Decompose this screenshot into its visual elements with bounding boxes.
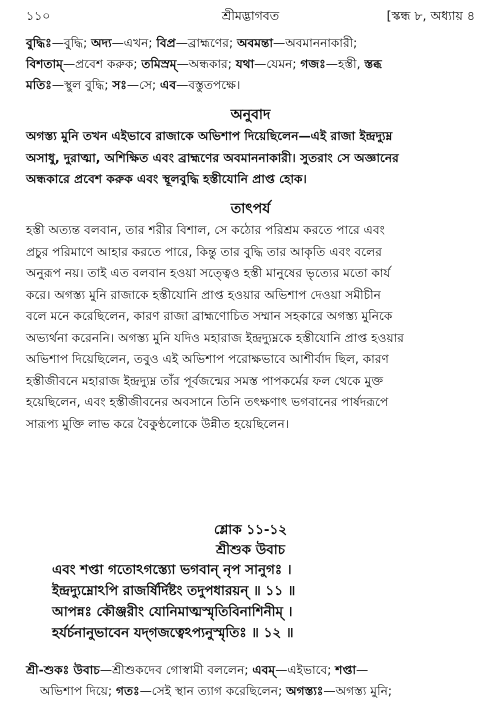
- translation-title: অনুবাদ: [230, 107, 271, 123]
- translation-line: অসাধু, দুরাত্মা, অশিক্ষিত এবং ব্রাহ্মণের অবমাননাকারী। সুতরাং সে অজ্ঞানের: [26, 150, 399, 165]
- purport-line: সারূপ্য মুক্তি লাভ করে বৈকুণ্ঠলোকে উন্নীত হয়েছিলেন।: [26, 416, 290, 431]
- verse-line: ইন্দ্রদ্যুম্নোঽপি রাজর্ষির্দিষ্টং তদুপধারয়ন্ ॥ ১১ ॥: [52, 583, 296, 599]
- synonym-word: সঃ: [112, 78, 127, 92]
- word-meanings-bottom: [26, 660, 475, 702]
- synonym-meaning: —এখন;: [111, 36, 157, 50]
- synonym-word: এব: [160, 78, 177, 92]
- verse-label: শ্লোক ১১-১২: [213, 522, 287, 538]
- book-title: শ্রীমদ্ভাগবত: [221, 8, 280, 23]
- synonym-word: অবমন্তা: [236, 36, 273, 50]
- synonym-word: বিশতাম্: [26, 57, 63, 71]
- synonym-word: মতিঃ: [26, 78, 52, 92]
- synonym-line: [26, 33, 475, 54]
- synonym-line: [26, 660, 475, 681]
- synonym-meaning: —ব্রাহ্মণের;: [175, 36, 237, 50]
- synonym-line: [26, 75, 475, 96]
- synonym-word: যথা: [235, 57, 255, 71]
- translation-section: [26, 104, 475, 191]
- synonym-word: অদ্য: [91, 36, 112, 50]
- purport-line: বলে মনে করেছিলেন, কারণ রাজা ব্রাহ্মণোচিত সম্মান সহকারে অগস্ত্য মুনিকে: [26, 309, 393, 323]
- purport-line: হয়েছিলেন, এবং হস্তীজীবনের অবসানে তিনি তৎক্ষণাৎ ভগবানের পার্ষদরূপে: [26, 395, 389, 409]
- synonym-word: তমিস্রম্: [141, 57, 177, 71]
- synonym-word: বুদ্ধিঃ: [26, 36, 52, 50]
- purport-line: অনুরূপ নয়। তাই এত বলবান হওয়া সত্ত্বেও হস্তী মানুষের ভৃত্যের মতো কার্য: [26, 266, 391, 280]
- synonym-meaning: —বুদ্ধি;: [51, 36, 92, 50]
- synonym-meaning: —যেমন;: [254, 57, 301, 71]
- synonym-line: [26, 681, 475, 702]
- verse-line: এবং শপ্তা গতোঽগস্ত্যো ভগবান্ নৃপ সানুগঃ ।: [52, 562, 292, 578]
- translation-line: অগস্ত্য মুনি তখন এইভাবে রাজাকে অভিশাপ দিয়েছিলেন—এই রাজা ইন্দ্রদ্যুম্ন: [26, 129, 393, 143]
- synonym-word: শ্রী-শুকঃ উবাচ: [26, 663, 100, 677]
- translation-line: অন্ধকারে প্রবেশ করুক এবং স্থূলবুদ্ধি হস্তীযোনি প্রাপ্ত হোক।: [26, 172, 307, 186]
- purport-line: করে। অগস্ত্য মুনি রাজাকে হস্তীযোনি প্রাপ্ত হওয়ার অভিশাপ দেওয়া সমীচীন: [26, 287, 381, 302]
- purport-line: হস্তী অত্যন্ত বলবান, তার শরীর বিশাল, সে কঠোর পরিশ্রম করতে পারে এবং: [26, 223, 385, 237]
- synonym-word: গতঃ: [115, 684, 140, 698]
- synonym-meaning: অভিশাপ দিয়ে;: [40, 684, 116, 698]
- verse-lines: [26, 560, 475, 644]
- purport-line: অভিশাপ দিয়েছিলেন, তবুও এই অভিশাপ পরোক্ষভাবে আশীর্বাদ ছিল, কারণ: [26, 352, 389, 366]
- verse-line: হর্যর্চনানুভাবেন যদ্‌গজত্বেঽপ্যনুস্মৃতিঃ ॥ ১২ ॥: [52, 625, 294, 641]
- synonym-word: স্তব্ধ: [364, 57, 382, 71]
- synonym-word: বিপ্র: [156, 36, 176, 50]
- synonym-meaning: —অগস্ত্য মুনি;: [323, 684, 392, 698]
- verse-section: [26, 520, 475, 644]
- synonym-word: এবম্: [252, 663, 276, 677]
- verse-speaker: শ্রীশুক উবাচ: [215, 542, 286, 558]
- page-header: [26, 8, 475, 28]
- word-meanings-top: [26, 33, 475, 96]
- purport-title: তাৎপর্য: [230, 201, 271, 217]
- synonym-meaning: —অবমাননাকারী;: [273, 36, 358, 50]
- synonym-meaning: —হস্তী,: [325, 57, 365, 71]
- synonym-meaning: —: [356, 663, 369, 677]
- synonym-meaning: —স্থুল বুদ্ধি;: [51, 78, 113, 92]
- purport-line: অভ্যর্থনা করেননি। অগস্ত্য মুনি যদিও মহারাজ ইন্দ্রদ্যুম্নকে হস্তীযোনি প্রাপ্ত হওয়ার: [26, 330, 404, 345]
- synonym-word: শপ্তা: [335, 663, 357, 677]
- synonym-meaning: —প্রবেশ করুক;: [62, 57, 142, 71]
- synonym-meaning: —বস্তুতপক্ষে।: [176, 78, 241, 92]
- purport-line: হস্তীজীবনে মহারাজ ইন্দ্রদ্যুম্ন তাঁর পূর্বজন্মের সমস্ত পাপকর্মের ফল থেকে মুক্ত: [26, 373, 384, 388]
- verse-line: আপন্নঃ কৌঞ্জরীং যোনিমাত্মস্মৃতিবিনাশিনীম্ ।: [52, 604, 293, 620]
- synonym-line: [26, 54, 475, 75]
- synonym-word: অগস্ত্যঃ: [286, 684, 324, 698]
- synonym-meaning: —শ্রীশুকদেব গোস্বামী বললেন;: [99, 663, 253, 677]
- purport-line: প্রচুর পরিমাণে আহার করতে পারে, কিন্তু তার বুদ্ধি তার আকৃতি এবং বলের: [26, 244, 382, 259]
- synonym-word: গজঃ: [300, 57, 326, 71]
- synonym-meaning: —সেই স্থান ত্যাগ করেছিলেন;: [139, 684, 287, 698]
- synonym-meaning: —সে;: [126, 78, 161, 92]
- synonym-meaning: —অন্ধকার;: [176, 57, 236, 71]
- chapter-reference: [স্কন্ধ ৮, অধ্যায় ৪: [386, 8, 475, 23]
- purport-section: [26, 198, 475, 435]
- page-number: ১১০: [26, 8, 51, 23]
- synonym-meaning: —এইভাবে;: [275, 663, 336, 677]
